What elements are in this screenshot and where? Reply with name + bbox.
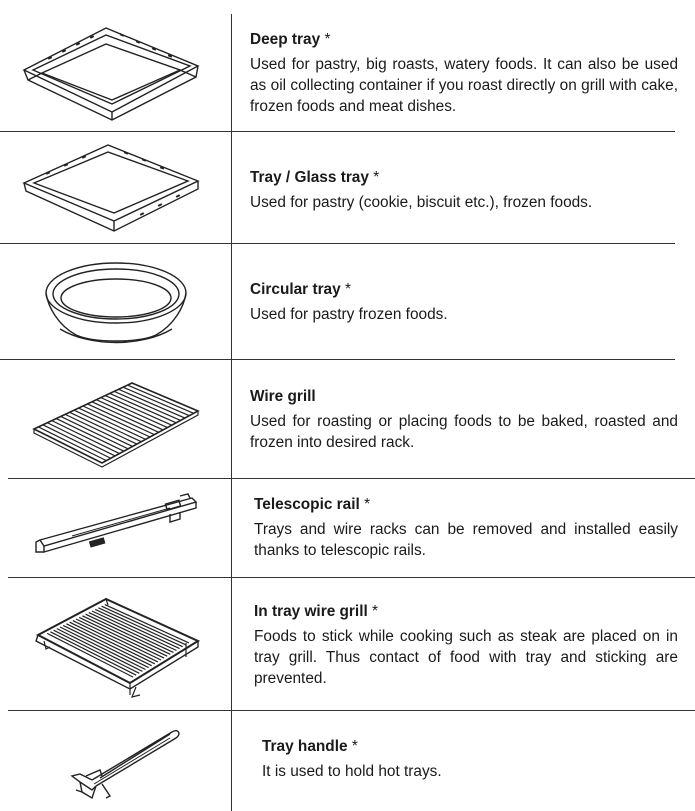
wire-grill-icon bbox=[20, 371, 210, 471]
accessory-text bbox=[262, 736, 678, 782]
circular-tray-icon bbox=[20, 255, 210, 350]
wire-bar bbox=[52, 421, 120, 454]
accessory-description: Foods to stick while cooking such as steak are placed on in tray grill. Thus contact of food with tray and sticking are prevented. bbox=[254, 628, 678, 687]
optional-mark: * bbox=[344, 281, 351, 298]
accessory-name: Wire grill bbox=[250, 388, 316, 405]
optional-mark: * bbox=[372, 603, 379, 620]
in-tray-wire-grill-icon bbox=[20, 591, 210, 703]
accessory-row bbox=[0, 0, 695, 131]
accessory-row bbox=[0, 359, 695, 478]
wire-bar bbox=[89, 613, 174, 653]
wire-bar bbox=[95, 609, 179, 648]
wire-bar bbox=[76, 619, 161, 660]
accessory-text bbox=[250, 279, 678, 325]
wire-bar bbox=[47, 423, 115, 456]
optional-mark: * bbox=[324, 31, 331, 48]
deep-tray-icon bbox=[20, 22, 210, 122]
telescopic-rail-icon bbox=[20, 488, 210, 568]
wire-bar bbox=[92, 611, 177, 651]
accessory-name: Circular tray bbox=[250, 281, 341, 298]
glass-tray-icon bbox=[20, 141, 210, 233]
wire-bar bbox=[86, 614, 171, 654]
accessory-description: Used for roasting or placing foods to be baked, roasted and frozen into desired rack. bbox=[250, 413, 678, 451]
accessory-name: Tray / Glass tray bbox=[250, 169, 369, 186]
accessory-name: In tray wire grill bbox=[254, 603, 368, 620]
optional-mark: * bbox=[373, 169, 380, 186]
wire-bar bbox=[79, 617, 164, 658]
accessory-text bbox=[250, 386, 678, 453]
accessory-text bbox=[250, 29, 678, 117]
accessory-description: Used for pastry (cookie, biscuit etc.), frozen foods. bbox=[250, 194, 593, 211]
wire-bar bbox=[128, 385, 194, 413]
accessory-name: Tray handle bbox=[262, 738, 348, 755]
accessory-description: Trays and wire racks can be removed and installed easily thanks to telescopic rails. bbox=[254, 521, 678, 559]
wire-bar bbox=[61, 416, 128, 448]
accessory-text bbox=[254, 494, 678, 561]
accessory-row bbox=[0, 710, 695, 811]
optional-mark: * bbox=[364, 496, 371, 513]
accessory-name: Deep tray bbox=[250, 31, 321, 48]
accessory-row bbox=[0, 131, 695, 243]
tray-handle-icon bbox=[20, 718, 210, 806]
accessory-description: Used for pastry, big roasts, watery foods. It can also be used as oil collecting container if you roast directly on grill with cake, frozen foods and meat dishes. bbox=[250, 56, 678, 115]
optional-mark: * bbox=[351, 738, 358, 755]
accessory-description: It is used to hold hot trays. bbox=[262, 763, 442, 780]
accessory-text bbox=[250, 167, 678, 213]
wire-bar bbox=[38, 427, 106, 461]
accessory-name: Telescopic rail bbox=[254, 496, 360, 513]
accessory-row bbox=[0, 478, 695, 577]
accessory-row bbox=[0, 577, 695, 710]
accessory-text bbox=[254, 601, 678, 689]
accessory-row bbox=[0, 243, 695, 359]
wire-bar bbox=[65, 414, 132, 446]
accessory-description: Used for pastry frozen foods. bbox=[250, 306, 448, 323]
wire-bar bbox=[56, 419, 124, 452]
wire-bar bbox=[70, 412, 137, 444]
wire-bar bbox=[43, 425, 111, 458]
